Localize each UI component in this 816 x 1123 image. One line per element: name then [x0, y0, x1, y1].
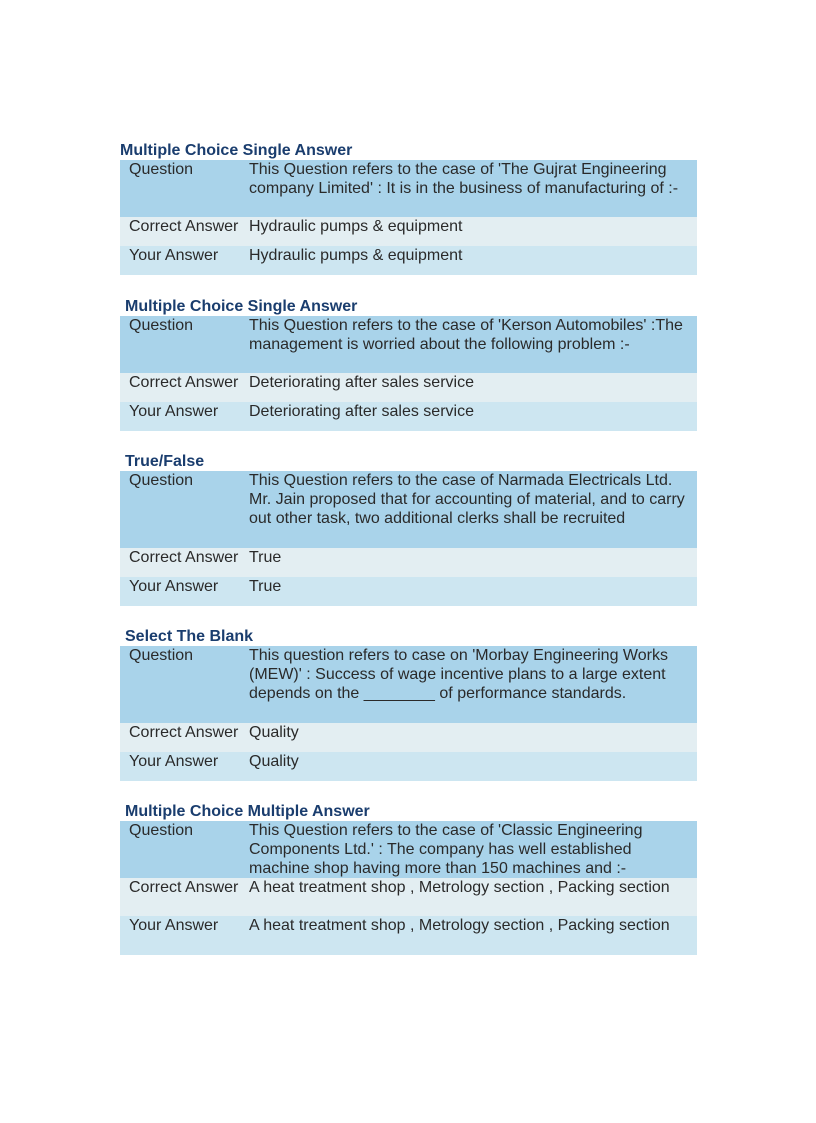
question-label: Question — [129, 161, 194, 178]
question-block-2 — [120, 298, 697, 431]
question-label: Question — [129, 472, 194, 489]
question-text: This Question refers to the case of 'Kerson Automobiles' :The management is worried about the following problem :- — [249, 317, 683, 353]
your-answer-label: Your Answer — [129, 578, 219, 595]
your-answer-label: Your Answer — [129, 917, 219, 934]
your-answer-label: Your Answer — [129, 753, 219, 770]
question-label: Question — [129, 317, 194, 334]
question-block-3 — [120, 453, 697, 606]
question-text: This Question refers to the case of 'Classic Engineering Components Ltd.' : The company has well established machine shop having more than 150 machines and :- — [249, 822, 643, 877]
correct-answer-row — [120, 217, 697, 246]
your-answer-row — [120, 246, 697, 275]
question-type-title: True/False — [125, 453, 205, 470]
your-answer-text: Quality — [249, 753, 299, 770]
question-type-title: Multiple Choice Multiple Answer — [125, 803, 370, 820]
your-answer-text: Hydraulic pumps & equipment — [249, 247, 463, 264]
your-answer-row — [120, 402, 697, 431]
question-text: This Question refers to the case of Narmada Electricals Ltd. Mr. Jain proposed that for accounting of material, and to carry out other task, two additional clerks shall be recruited — [249, 472, 685, 527]
question-label: Question — [129, 822, 194, 839]
question-row — [120, 821, 697, 878]
question-row — [120, 646, 697, 723]
your-answer-row — [120, 916, 697, 955]
question-block-5 — [120, 803, 697, 955]
correct-answer-text: Hydraulic pumps & equipment — [249, 218, 463, 235]
correct-answer-label: Correct Answer — [129, 374, 239, 391]
correct-answer-text: True — [249, 549, 282, 566]
your-answer-row — [120, 577, 697, 606]
question-block-1 — [120, 142, 697, 275]
correct-answer-row — [120, 373, 697, 402]
your-answer-label: Your Answer — [129, 403, 219, 420]
question-type-title: Multiple Choice Single Answer — [120, 142, 353, 159]
question-row — [120, 160, 697, 217]
your-answer-text: Deteriorating after sales service — [249, 403, 474, 420]
question-text: This Question refers to the case of 'The Gujrat Engineering company Limited' : It is in the business of manufacturing of :- — [249, 161, 679, 197]
question-text: This question refers to case on 'Morbay Engineering Works (MEW)' : Success of wage incentive plans to a large extent depends on the ________ of performance standards. — [249, 647, 668, 702]
your-answer-row — [120, 752, 697, 781]
correct-answer-row — [120, 723, 697, 752]
correct-answer-label: Correct Answer — [129, 549, 239, 566]
question-row — [120, 471, 697, 548]
your-answer-text: A heat treatment shop , Metrology section , Packing section — [249, 917, 670, 934]
your-answer-label: Your Answer — [129, 247, 219, 264]
question-type-title: Select The Blank — [125, 628, 254, 645]
correct-answer-text: Deteriorating after sales service — [249, 374, 474, 391]
correct-answer-label: Correct Answer — [129, 879, 239, 896]
question-block-4 — [120, 628, 697, 781]
correct-answer-label: Correct Answer — [129, 218, 239, 235]
your-answer-text: True — [249, 578, 282, 595]
question-label: Question — [129, 647, 194, 664]
correct-answer-text: Quality — [249, 724, 299, 741]
correct-answer-row — [120, 548, 697, 577]
question-type-title: Multiple Choice Single Answer — [125, 298, 358, 315]
correct-answer-text: A heat treatment shop , Metrology section , Packing section — [249, 879, 670, 896]
correct-answer-label: Correct Answer — [129, 724, 239, 741]
correct-answer-row — [120, 878, 697, 916]
question-row — [120, 316, 697, 373]
